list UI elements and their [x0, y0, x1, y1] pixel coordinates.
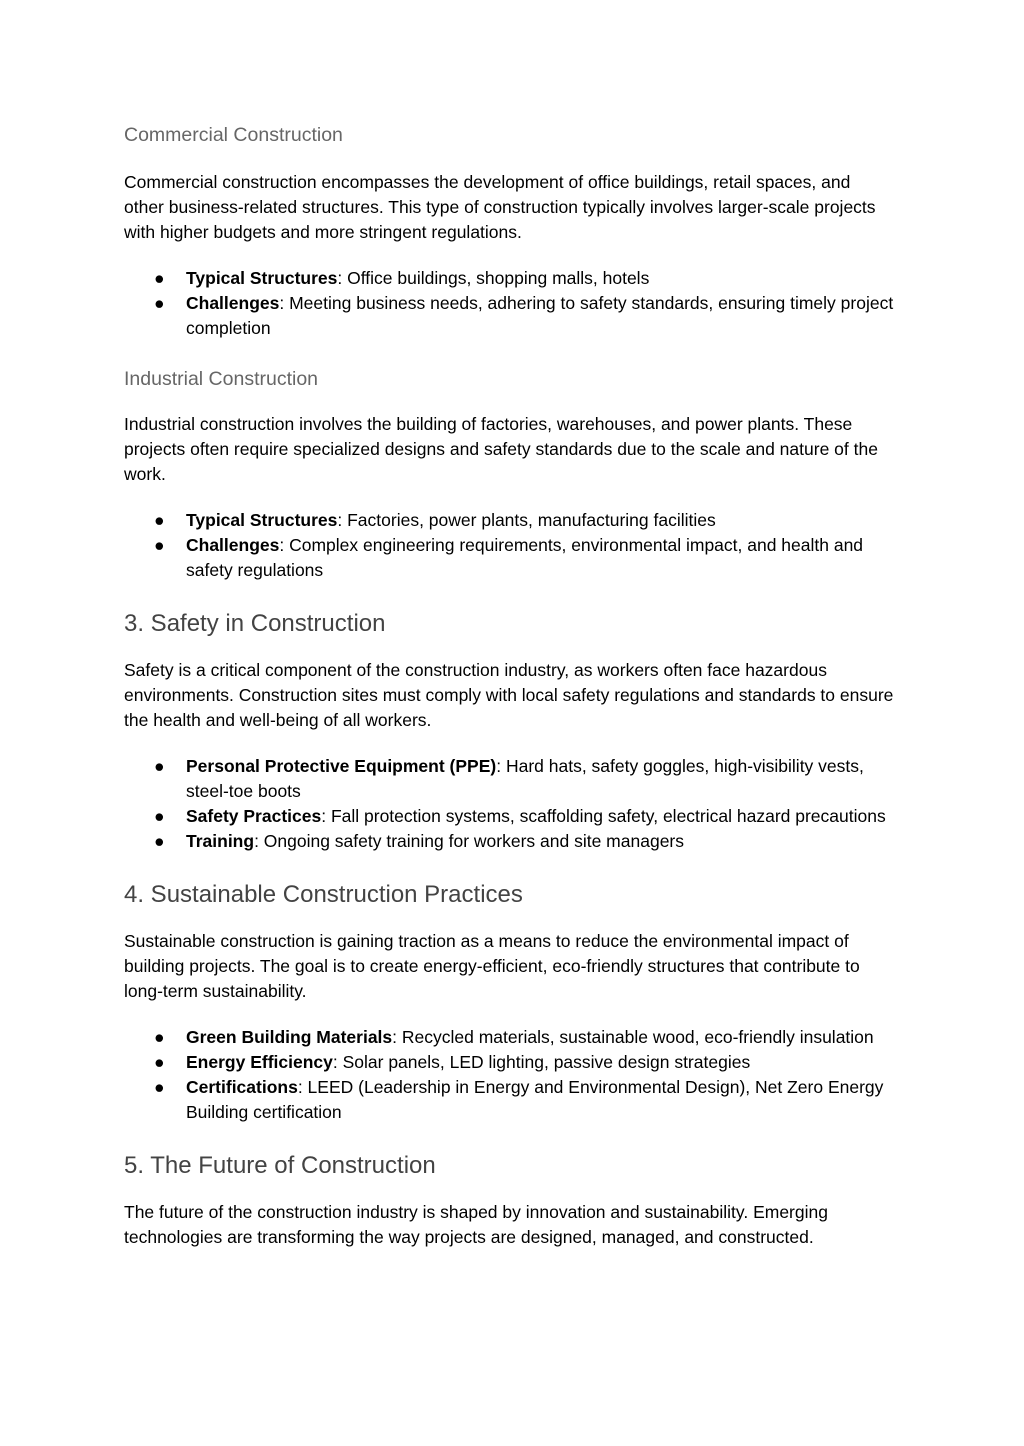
- bullet-text: : Solar panels, LED lighting, passive design strategies: [332, 1052, 751, 1072]
- bullet-term: Safety Practices: [186, 806, 322, 826]
- list-item: [124, 508, 899, 533]
- list-item: [124, 804, 899, 829]
- bullet-text: : Factories, power plants, manufacturing facilities: [337, 510, 716, 530]
- bullet-text: : Meeting business needs, adhering to safety standards, ensuring timely project completion: [186, 293, 894, 338]
- bullet-list: [124, 266, 899, 341]
- bullet-icon: ●: [154, 756, 165, 776]
- bullet-icon: ●: [154, 510, 165, 530]
- section-paragraph: Sustainable construction is gaining traction as a means to reduce the environmental impact of building projects. The goal is to create energy-efficient, eco-friendly structures that contribute to long-term sustainability.: [124, 931, 860, 1001]
- bullet-term: Energy Efficiency: [186, 1052, 333, 1072]
- bullet-list: [124, 754, 899, 854]
- document-page: [124, 121, 899, 1250]
- section-heading: 4. Sustainable Construction Practices: [124, 881, 523, 908]
- bullet-text: : Recycled materials, sustainable wood, eco-friendly insulation: [392, 1027, 874, 1047]
- list-item: [124, 291, 899, 341]
- bullet-list: [124, 1025, 899, 1125]
- section-heading: 5. The Future of Construction: [124, 1152, 436, 1179]
- list-item: [124, 1025, 899, 1050]
- bullet-text: : LEED (Leadership in Energy and Environmental Design), Net Zero Energy Building certification: [186, 1077, 884, 1122]
- list-item: [124, 1075, 899, 1125]
- section-paragraph: Commercial construction encompasses the development of office buildings, retail spaces, and other business-related structures. This type of construction typically involves larger-scale projects with higher budgets and more stringent regulations.: [124, 172, 876, 242]
- bullet-icon: ●: [154, 535, 165, 555]
- bullet-text: : Hard hats, safety goggles, high-visibility vests, steel-toe boots: [186, 756, 864, 801]
- bullet-icon: ●: [154, 806, 165, 826]
- bullet-term: Challenges: [186, 293, 280, 313]
- list-item: [124, 754, 899, 804]
- bullet-text: : Office buildings, shopping malls, hotels: [337, 268, 650, 288]
- bullet-icon: ●: [154, 1052, 165, 1072]
- bullet-term: Personal Protective Equipment (PPE): [186, 756, 497, 776]
- list-item: [124, 829, 899, 854]
- list-item: [124, 266, 899, 291]
- section-paragraph: The future of the construction industry is shaped by innovation and sustainability. Emerging technologies are transforming the way projects are designed, managed, and constructed.: [124, 1202, 828, 1247]
- bullet-term: Challenges: [186, 535, 280, 555]
- bullet-term: Certifications: [186, 1077, 298, 1097]
- section-heading: Commercial Construction: [124, 124, 343, 146]
- section-paragraph: Industrial construction involves the building of factories, warehouses, and power plants. These projects often require specialized designs and safety standards due to the scale and nature of the work.: [124, 414, 878, 484]
- bullet-icon: ●: [154, 293, 165, 313]
- bullet-icon: ●: [154, 1077, 165, 1097]
- bullet-icon: ●: [154, 831, 165, 851]
- list-item: [124, 533, 899, 583]
- bullet-text: : Fall protection systems, scaffolding safety, electrical hazard precautions: [321, 806, 886, 826]
- section-paragraph: Safety is a critical component of the construction industry, as workers often face hazardous environments. Construction sites must comply with local safety regulations and standards to ensure the health and well-being of all workers.: [124, 660, 894, 730]
- bullet-term: Typical Structures: [186, 510, 338, 530]
- section-heading: Industrial Construction: [124, 368, 319, 390]
- bullet-text: : Complex engineering requirements, environmental impact, and health and safety regulations: [186, 535, 864, 580]
- bullet-text: : Ongoing safety training for workers and site managers: [254, 831, 685, 851]
- section-heading: 3. Safety in Construction: [124, 610, 386, 637]
- bullet-icon: ●: [154, 1027, 165, 1047]
- bullet-term: Green Building Materials: [186, 1027, 393, 1047]
- bullet-term: Typical Structures: [186, 268, 338, 288]
- bullet-icon: ●: [154, 268, 165, 288]
- list-item: [124, 1050, 899, 1075]
- bullet-term: Training: [186, 831, 255, 851]
- bullet-list: [124, 508, 899, 583]
